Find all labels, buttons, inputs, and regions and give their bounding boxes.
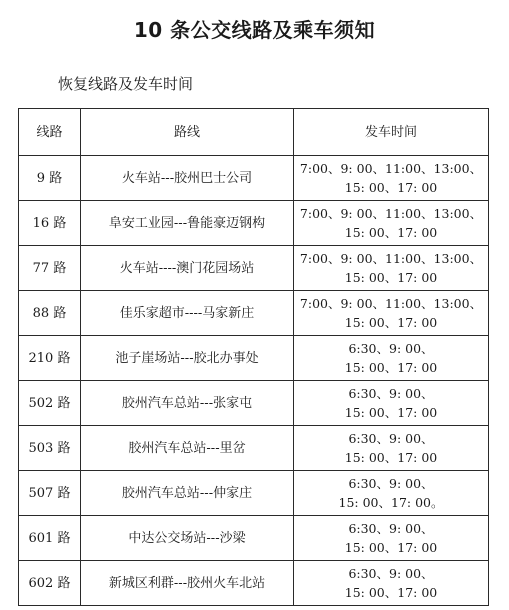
route-cell: 中达公交场站---沙梁 (81, 516, 294, 561)
table-row (19, 471, 489, 516)
line-number-cell: 602 路 (19, 561, 81, 606)
route-cell: 火车站----澳门花园场站 (81, 246, 294, 291)
line-number-cell: 507 路 (19, 471, 81, 516)
departure-time-line-1: 7:00、9: 00、11:00、13:00、 (299, 296, 483, 311)
departure-time-cell (294, 336, 489, 381)
departure-time-line-2: 15: 00、17: 00 (344, 270, 438, 285)
departure-time-line-2: 15: 00、17: 00 (344, 540, 438, 555)
line-number-cell: 601 路 (19, 516, 81, 561)
line-number-cell: 502 路 (19, 381, 81, 426)
route-cell: 胶州汽车总站---里岔 (81, 426, 294, 471)
header-departure-time: 发车时间 (294, 109, 489, 156)
route-cell: 新城区利群---胶州火车北站 (81, 561, 294, 606)
departure-time-cell (294, 201, 489, 246)
departure-time-line-1: 6:30、9: 00、 (348, 431, 434, 446)
departure-time-line-1: 6:30、9: 00、 (348, 476, 434, 491)
route-cell: 池子崖场站---胶北办事处 (81, 336, 294, 381)
departure-time-cell (294, 246, 489, 291)
route-cell: 胶州汽车总站---张家屯 (81, 381, 294, 426)
departure-time-line-1: 6:30、9: 00、 (348, 566, 434, 581)
departure-time-line-1: 6:30、9: 00、 (348, 386, 434, 401)
table-row (19, 381, 489, 426)
table-row (19, 336, 489, 381)
departure-time-line-2: 15: 00、17: 00 (344, 360, 438, 375)
line-number-cell: 210 路 (19, 336, 81, 381)
bus-schedule-table (18, 108, 489, 606)
departure-time-cell (294, 516, 489, 561)
departure-time-line-1: 7:00、9: 00、11:00、13:00、 (299, 161, 483, 176)
departure-time-line-1: 6:30、9: 00、 (348, 341, 434, 356)
table-row (19, 201, 489, 246)
line-number-cell: 503 路 (19, 426, 81, 471)
table-row (19, 561, 489, 606)
table-header-row (19, 109, 489, 156)
table-row (19, 156, 489, 201)
line-number-cell: 88 路 (19, 291, 81, 336)
departure-time-cell (294, 156, 489, 201)
departure-time-line-2: 15: 00、17: 00 (344, 450, 438, 465)
departure-time-line-2: 15: 00、17: 00 (344, 180, 438, 195)
header-line: 线路 (19, 109, 81, 156)
route-cell: 阜安工业园---鲁能豪迈钢构 (81, 201, 294, 246)
departure-time-line-1: 7:00、9: 00、11:00、13:00、 (299, 206, 483, 221)
line-number-cell: 77 路 (19, 246, 81, 291)
line-number-cell: 16 路 (19, 201, 81, 246)
section-subtitle: 恢复线路及发车时间 (58, 75, 194, 93)
departure-time-line-2: 15: 00、17: 00。 (338, 495, 444, 510)
departure-time-line-2: 15: 00、17: 00 (344, 585, 438, 600)
departure-time-line-1: 6:30、9: 00、 (348, 521, 434, 536)
departure-time-line-2: 15: 00、17: 00 (344, 225, 438, 240)
departure-time-cell (294, 426, 489, 471)
header-route: 路线 (81, 109, 294, 156)
departure-time-line-1: 7:00、9: 00、11:00、13:00、 (299, 251, 483, 266)
departure-time-cell (294, 291, 489, 336)
departure-time-line-2: 15: 00、17: 00 (344, 315, 438, 330)
departure-time-cell (294, 561, 489, 606)
route-cell: 火车站---胶州巴士公司 (81, 156, 294, 201)
departure-time-line-2: 15: 00、17: 00 (344, 405, 438, 420)
table-row (19, 516, 489, 561)
table-row (19, 426, 489, 471)
line-number-cell: 9 路 (19, 156, 81, 201)
table-row (19, 246, 489, 291)
table-row (19, 291, 489, 336)
route-cell: 佳乐家超市----马家新庄 (81, 291, 294, 336)
route-cell: 胶州汽车总站---仲家庄 (81, 471, 294, 516)
departure-time-cell (294, 381, 489, 426)
page-title: 10 条公交线路及乘车须知 (133, 18, 376, 42)
departure-time-cell (294, 471, 489, 516)
